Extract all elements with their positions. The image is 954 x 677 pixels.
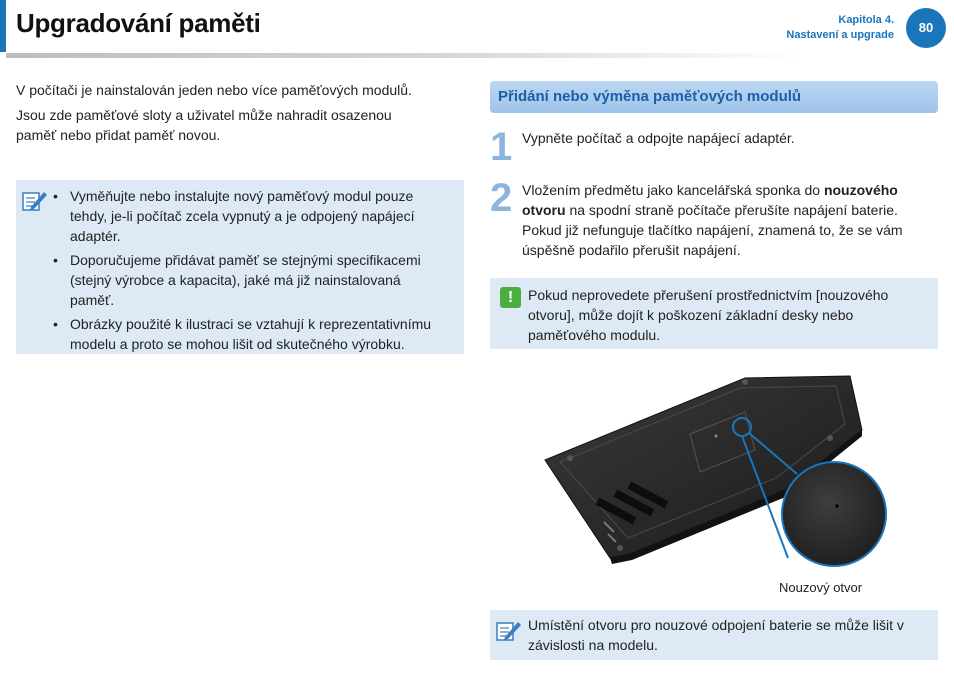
header-accent-bar bbox=[0, 0, 6, 52]
step-1-number: 1 bbox=[490, 125, 513, 169]
step-2-text: Vložením předmětu jako kancelářská sponka do nouzového otvoru na spodní straně počítače přerušíte napájení baterie. Pokud již nefunguje tlačítko napájení, znamená to, že se vám úspěšně podařilo přerušit napájení. bbox=[522, 182, 903, 258]
note-list bbox=[53, 186, 453, 358]
page-title: Upgradování paměti bbox=[16, 8, 261, 38]
note-pen-icon bbox=[22, 188, 48, 212]
note-box-right bbox=[490, 610, 938, 660]
section-heading bbox=[490, 81, 938, 113]
emergency-hole bbox=[835, 504, 839, 508]
intro-paragraph-2 bbox=[16, 105, 392, 145]
bold-term: otvoru bbox=[522, 202, 566, 218]
section-heading-text: Přidání nebo výměna paměťových modulů bbox=[498, 88, 802, 105]
intro-line: paměť nebo přidat paměť novou. bbox=[16, 127, 221, 143]
bold-term: nouzového bbox=[823, 182, 898, 198]
note-text: Umístění otvoru pro nouzové odpojení baterie se může lišit v závislosti na modelu. bbox=[528, 617, 904, 653]
warning-icon bbox=[500, 287, 521, 308]
chapter-number: Kapitola 4. bbox=[838, 14, 894, 26]
title-rule bbox=[6, 53, 806, 58]
note-box-left bbox=[16, 180, 464, 354]
warning-text: Pokud neprovedete přerušení prostřednictvím [nouzového otvoru], může dojít k poškození základní desky nebo paměťového modulu. bbox=[528, 287, 889, 343]
chapter-label bbox=[786, 13, 894, 43]
intro-line: Jsou zde paměťové sloty a uživatel může nahradit osazenou bbox=[16, 107, 392, 123]
note-pen-icon bbox=[496, 618, 522, 642]
chapter-title: Nastavení a upgrade bbox=[786, 29, 894, 41]
page-number-badge: 80 bbox=[906, 8, 946, 48]
step-2-number: 2 bbox=[490, 176, 513, 220]
step-1-text: Vypněte počítač a odpojte napájecí adaptér. bbox=[522, 130, 795, 146]
illustration-caption: Nouzový otvor bbox=[779, 580, 863, 595]
zoom-detail-circle bbox=[782, 462, 886, 566]
note-item: • Doporučujeme přidávat paměť se stejnými specifikacemi (stejný výrobce a kapacita), jaké má již nainstalovaná paměť. bbox=[53, 250, 453, 310]
intro-paragraph-1: V počítači je nainstalován jeden nebo více paměťových modulů. bbox=[16, 82, 412, 98]
laptop-bottom-illustration bbox=[540, 372, 900, 572]
note-item: • Obrázky použité k ilustraci se vztahují k reprezentativnímu modelu a proto se mohou lišit od skutečného výrobku. bbox=[53, 314, 453, 354]
note-item: • Vyměňujte nebo instalujte nový paměťový modul pouze tehdy, je-li počítač zcela vypnutý a je odpojený napájecí adaptér. bbox=[53, 186, 453, 246]
